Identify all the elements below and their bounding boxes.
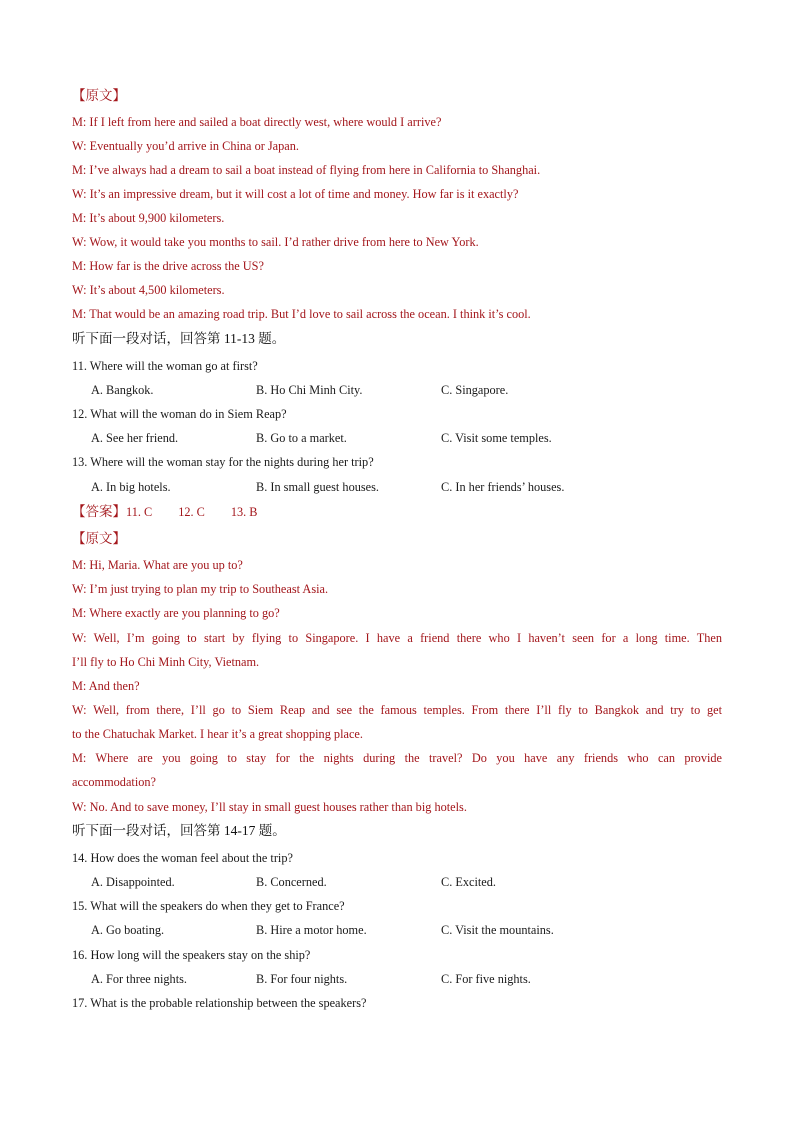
dialogue-line: M: It’s about 9,900 kilometers.	[72, 211, 225, 225]
option-a: A. Disappointed.	[91, 875, 175, 889]
answer-label: 【答案】	[72, 504, 126, 519]
option-a: A. In big hotels.	[91, 480, 171, 494]
option-b: B. Ho Chi Minh City.	[256, 383, 363, 397]
dialogue-line: M: I’ve always had a dream to sail a boat instead of flying from here in California to Shanghai.	[72, 163, 541, 177]
option-c: C. In her friends’ houses.	[441, 480, 565, 494]
option-b: B. Go to a market.	[256, 431, 347, 445]
dialogue-line: to the Chatuchak Market. I hear it’s a great shopping place.	[72, 727, 363, 741]
question-15: 15. What will the speakers do when they get to France?	[72, 899, 345, 913]
answer-11: 11. C	[126, 505, 153, 519]
section-instruction: 听下面一段对话，回答第 11-13 题。	[72, 331, 286, 346]
dialogue-line: W: It’s an impressive dream, but it will cost a lot of time and money. How far is it exactly?	[72, 187, 519, 201]
option-c: C. For five nights.	[441, 972, 531, 986]
option-a: A. Bangkok.	[91, 383, 154, 397]
dialogue-line: W: Well, from there, I’ll go to Siem Reap and see the famous temples. From there I’ll fly to Bangkok and try to get	[72, 703, 722, 717]
dialogue-line: M: Where are you going to stay for the nights during the travel? Do you have any friends who can provide	[72, 751, 722, 765]
question-17: 17. What is the probable relationship between the speakers?	[72, 996, 367, 1010]
question-16: 16. How long will the speakers stay on the ship?	[72, 948, 311, 962]
option-c: C. Visit some temples.	[441, 431, 552, 445]
option-b: B. Concerned.	[256, 875, 327, 889]
option-a: A. See her friend.	[91, 431, 179, 445]
dialogue-line: W: It’s about 4,500 kilometers.	[72, 283, 225, 297]
dialogue-line: W: Eventually you’d arrive in China or Japan.	[72, 139, 299, 153]
option-b: B. In small guest houses.	[256, 480, 379, 494]
dialogue-line: M: How far is the drive across the US?	[72, 259, 264, 273]
section-instruction: 听下面一段对话，回答第 14-17 题。	[72, 823, 286, 838]
answer-13: 13. B	[230, 505, 258, 519]
dialogue-line: M: Where exactly are you planning to go?	[72, 606, 280, 620]
dialogue-line: W: No. And to save money, I’ll stay in small guest houses rather than big hotels.	[72, 800, 467, 814]
answer-12: 12. C	[178, 505, 205, 519]
transcript-heading-2: 【原文】	[72, 531, 126, 546]
dialogue-line: W: I’m just trying to plan my trip to Southeast Asia.	[72, 582, 329, 596]
option-a: A. For three nights.	[91, 972, 187, 986]
option-b: B. For four nights.	[256, 972, 348, 986]
dialogue-line: M: Hi, Maria. What are you up to?	[72, 558, 243, 572]
dialogue-line: M: And then?	[72, 679, 140, 693]
option-c: C. Singapore.	[441, 383, 509, 397]
answer-line	[72, 504, 258, 520]
dialogue-line: accommodation?	[72, 775, 156, 789]
dialogue-line: W: Wow, it would take you months to sail. I’d rather drive from here to New York.	[72, 235, 479, 249]
dialogue-line: M: That would be an amazing road trip. But I’d love to sail across the ocean. I think it’s cool.	[72, 307, 531, 321]
option-a: A. Go boating.	[91, 923, 165, 937]
option-c: C. Excited.	[441, 875, 496, 889]
question-14: 14. How does the woman feel about the trip?	[72, 851, 293, 865]
option-b: B. Hire a motor home.	[256, 923, 367, 937]
dialogue-line: I’ll fly to Ho Chi Minh City, Vietnam.	[72, 655, 260, 669]
option-c: C. Visit the mountains.	[441, 923, 554, 937]
transcript-heading-1: 【原文】	[72, 88, 126, 103]
dialogue-line: M: If I left from here and sailed a boat directly west, where would I arrive?	[72, 115, 442, 129]
dialogue-line: W: Well, I’m going to start by flying to Singapore. I have a friend there who I haven’t seen for a long time. Then	[72, 631, 722, 645]
question-11: 11. Where will the woman go at first?	[72, 359, 258, 373]
question-13: 13. Where will the woman stay for the nights during her trip?	[72, 455, 374, 469]
question-12: 12. What will the woman do in Siem Reap?	[72, 407, 287, 421]
